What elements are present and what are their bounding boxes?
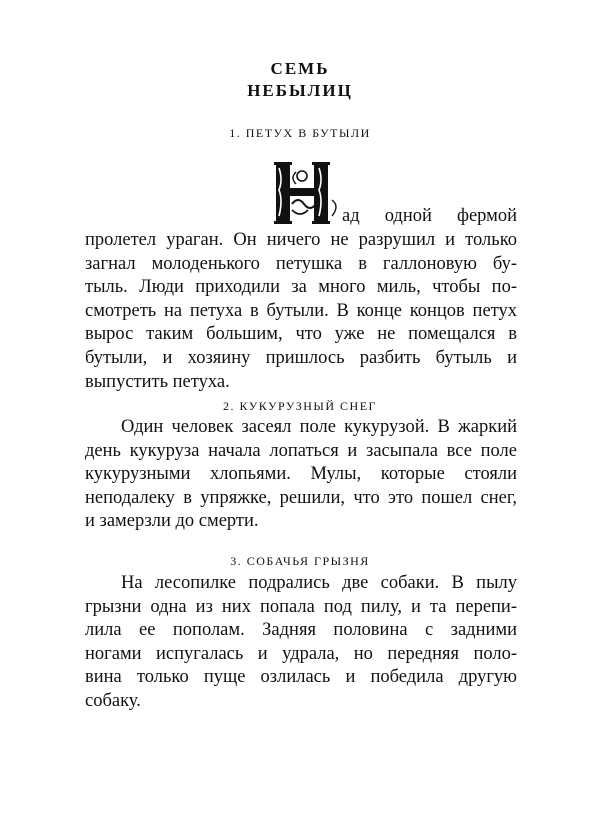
first-line-word: одной — [384, 206, 432, 226]
svg-text:Н: Н — [270, 160, 271, 161]
text-line: грызни одна из них попала под пилу, и та перепи- — [85, 596, 517, 617]
text-line: загнал молоденького петушка в галлоновую бу- — [85, 253, 517, 274]
text-line: собаку. — [85, 690, 141, 711]
text-line: смотреть на петуха в бутыли. В конце концов петух — [85, 300, 517, 321]
section-1-body — [85, 229, 517, 394]
text-line: вина только пуще озлилась и победила другую — [85, 667, 517, 688]
text-line: На лесопилке подрались две собаки. В пылу — [121, 573, 517, 593]
book-title-line-1: СЕМЬ — [270, 59, 330, 78]
text-line: пролетел ураган. Он ничего не разрушил и только — [85, 230, 517, 250]
text-line: вырос таким большим, что уже не помещался в — [85, 324, 517, 345]
text-line: неподалеку в упряжке, решили, что это пошел снег, — [85, 487, 517, 508]
text-line: кукурузными хлопьями. Мулы, которые стояли — [85, 464, 517, 485]
first-line-word: фермой — [456, 206, 517, 226]
book-title-line-2: НЕБЫЛИЦ — [247, 81, 353, 100]
section-2-body — [85, 416, 517, 534]
text-line: бутыли, и хозяину пришлось разбить бутыль и — [85, 347, 517, 368]
section-1-title: 1. ПЕТУХ В БУТЫЛИ — [229, 126, 371, 140]
text-line: выпустить петуха. — [85, 371, 230, 392]
drop-cap-letter — [270, 160, 342, 226]
text-line: день кукуруза начала лопаться и засыпала все поле — [85, 440, 517, 461]
section-2-title: 2. КУКУРУЗНЫЙ СНЕГ — [223, 399, 377, 413]
first-line-word: ад — [342, 206, 360, 226]
section-3-body — [85, 572, 517, 714]
section-3-title: 3. СОБАЧЬЯ ГРЫЗНЯ — [230, 554, 370, 568]
text-line: ногами испугалась и удрала, но передняя поло- — [85, 643, 517, 664]
section-1-first-line — [342, 205, 517, 229]
text-line: и замерзли до смерти. — [85, 511, 259, 532]
text-line: тыль. Люди приходили за много миль, чтобы по- — [85, 277, 517, 298]
text-line: лила ее пополам. Задняя половина с задними — [85, 620, 517, 641]
text-line: Один человек засеял поле кукурузой. В жаркий — [121, 417, 517, 437]
